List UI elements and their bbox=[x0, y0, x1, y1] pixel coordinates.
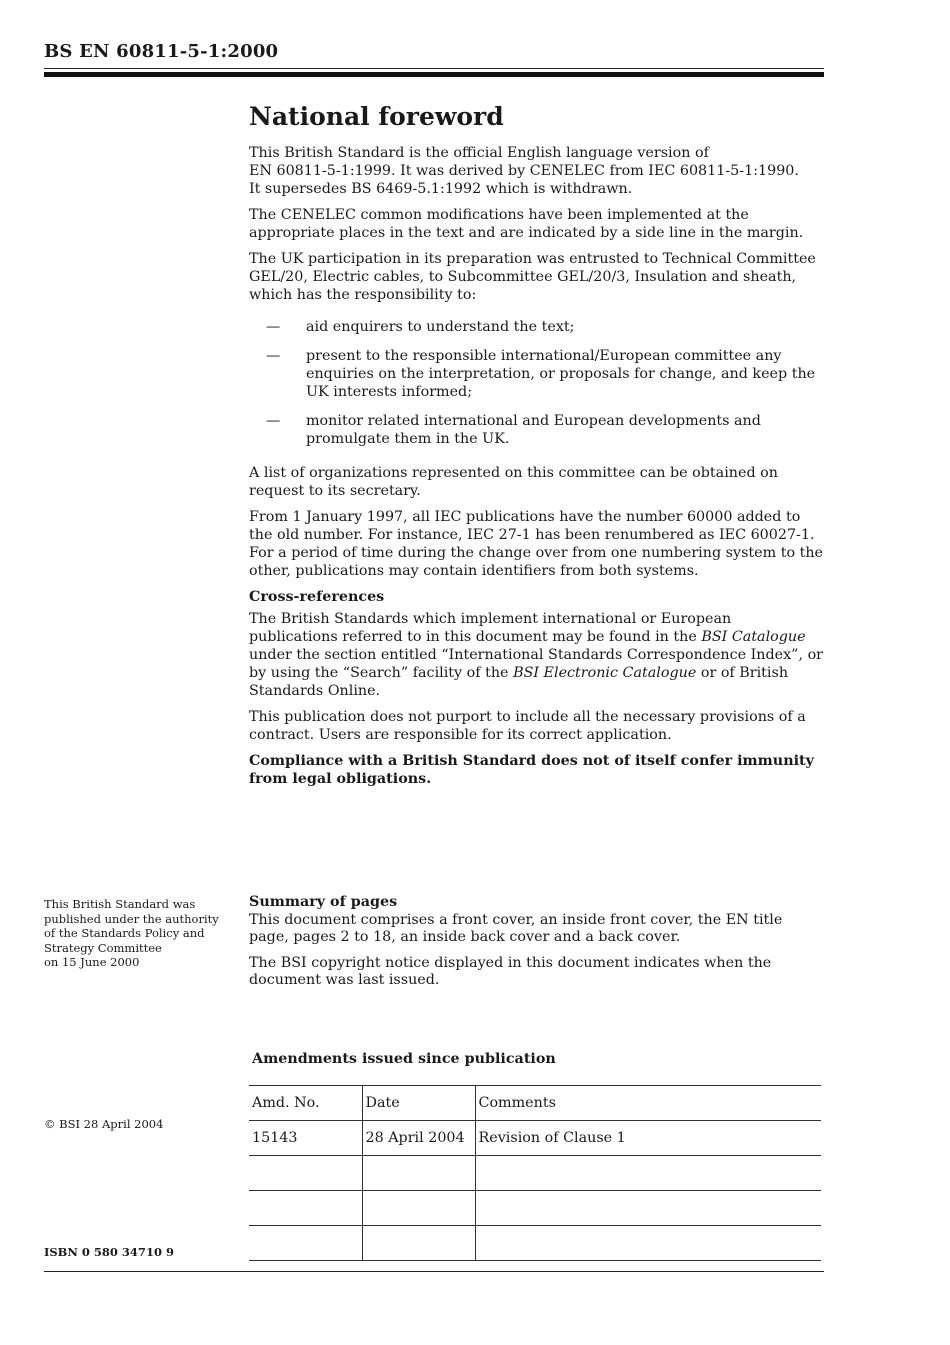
dash-marker: — bbox=[266, 319, 281, 335]
dash-marker: — bbox=[266, 348, 281, 364]
numbering-paragraph: From 1 January 1997, all IEC publications have the number 60000 added to the old number. For instance, IEC 27-1 has been renumbered as IEC 60027-1. For a period of time during the change over from one numbering system to the other, publications may contain identifiers from both systems. bbox=[249, 509, 824, 579]
cross-references-heading: Cross-references bbox=[249, 589, 385, 605]
authority-line-3: of the Standards Policy and bbox=[44, 926, 205, 940]
list-item bbox=[249, 412, 824, 448]
authority-line-1: This British Standard was bbox=[44, 897, 196, 911]
compliance-notice: Compliance with a British Standard does not of itself confer immunity from legal obligations. bbox=[249, 753, 814, 787]
table-row-empty bbox=[249, 1191, 821, 1226]
list-item-text: monitor related international and European developments and promulgate them in the UK. bbox=[306, 413, 761, 447]
organizations-paragraph: A list of organizations represented on this committee can be obtained on request to its secretary. bbox=[249, 465, 778, 499]
publication-authority-note bbox=[44, 897, 234, 970]
authority-line-2: published under the authority bbox=[44, 911, 219, 926]
summary-paragraph: This document comprises a front cover, an inside front cover, the EN title page, pages 2 to 18, an inside back cover and a back cover. bbox=[249, 911, 783, 945]
page-title: National foreword bbox=[249, 102, 504, 131]
bsi-catalogue-title: BSI Catalogue bbox=[701, 629, 806, 645]
footer-rule bbox=[44, 1271, 824, 1272]
cross-references-paragraph bbox=[249, 610, 824, 700]
cross-ref-text-2: under the section entitled “International Standards Correspondence Index”, or by using the “Search” facility of the bbox=[249, 647, 824, 681]
column-header: Amd. No. bbox=[249, 1086, 362, 1121]
list-item bbox=[249, 318, 824, 336]
authority-line-5: on 15 June 2000 bbox=[44, 955, 140, 969]
header-thick-rule bbox=[44, 72, 824, 77]
cross-ref-text-3: or of British Standards Online. bbox=[249, 665, 789, 699]
copyright-notice-paragraph: The BSI copyright notice displayed in this document indicates when the document was last issued. bbox=[249, 954, 772, 988]
contract-paragraph: This publication does not purport to include all the necessary provisions of a contract. Users are responsible for its correct application. bbox=[249, 709, 806, 743]
modifications-paragraph: The CENELEC common modifications have been implemented at the appropriate places in the text and are indicated by a side line in the margin. bbox=[249, 207, 804, 241]
table-row bbox=[249, 1121, 821, 1156]
list-item bbox=[249, 347, 824, 401]
intro-line-2: EN 60811-5-1:1999. It was derived by CENELEC from IEC 60811-5-1:1990. bbox=[249, 163, 799, 179]
amendment-comment: Revision of Clause 1 bbox=[475, 1121, 821, 1156]
table-row-empty bbox=[249, 1226, 821, 1261]
intro-paragraph bbox=[249, 144, 824, 198]
copyright: © BSI 28 April 2004 bbox=[44, 1117, 164, 1131]
document-id: BS EN 60811-5-1:2000 bbox=[44, 41, 279, 62]
amendment-date: 28 April 2004 bbox=[362, 1121, 475, 1156]
bsi-electronic-catalogue-title: BSI Electronic Catalogue bbox=[513, 665, 697, 681]
amendments-table bbox=[249, 1085, 821, 1261]
cross-ref-text-1: The British Standards which implement international or European publications referred to in this document may be found in the bbox=[249, 611, 732, 645]
column-header: Comments bbox=[475, 1086, 821, 1121]
table-row-empty bbox=[249, 1156, 821, 1191]
intro-line-3: It supersedes BS 6469-5.1:1992 which is withdrawn. bbox=[249, 181, 633, 197]
list-item-text: aid enquirers to understand the text; bbox=[306, 319, 575, 335]
summary-of-pages bbox=[249, 894, 824, 998]
header-thin-rule bbox=[44, 68, 824, 69]
authority-line-4: Strategy Committee bbox=[44, 940, 162, 955]
isbn: ISBN 0 580 34710 9 bbox=[44, 1245, 174, 1259]
national-foreword bbox=[249, 100, 824, 796]
amendments-title: Amendments issued since publication bbox=[252, 1051, 556, 1067]
list-item-text: present to the responsible international/European committee any enquiries on the interpretation, or proposals for change, and keep the UK interests informed; bbox=[306, 348, 816, 400]
amendment-number: 15143 bbox=[249, 1121, 362, 1156]
summary-heading: Summary of pages bbox=[249, 894, 398, 910]
responsibility-list bbox=[249, 318, 824, 448]
column-header: Date bbox=[362, 1086, 475, 1121]
committee-paragraph: The UK participation in its preparation was entrusted to Technical Committee GEL/20, Electric cables, to Subcommittee GEL/20/3, Insulation and sheath, which has the responsibility to: bbox=[249, 251, 816, 303]
intro-line-1: This British Standard is the official English language version of bbox=[249, 145, 709, 161]
table-header-row bbox=[249, 1086, 821, 1121]
dash-marker: — bbox=[266, 413, 281, 429]
